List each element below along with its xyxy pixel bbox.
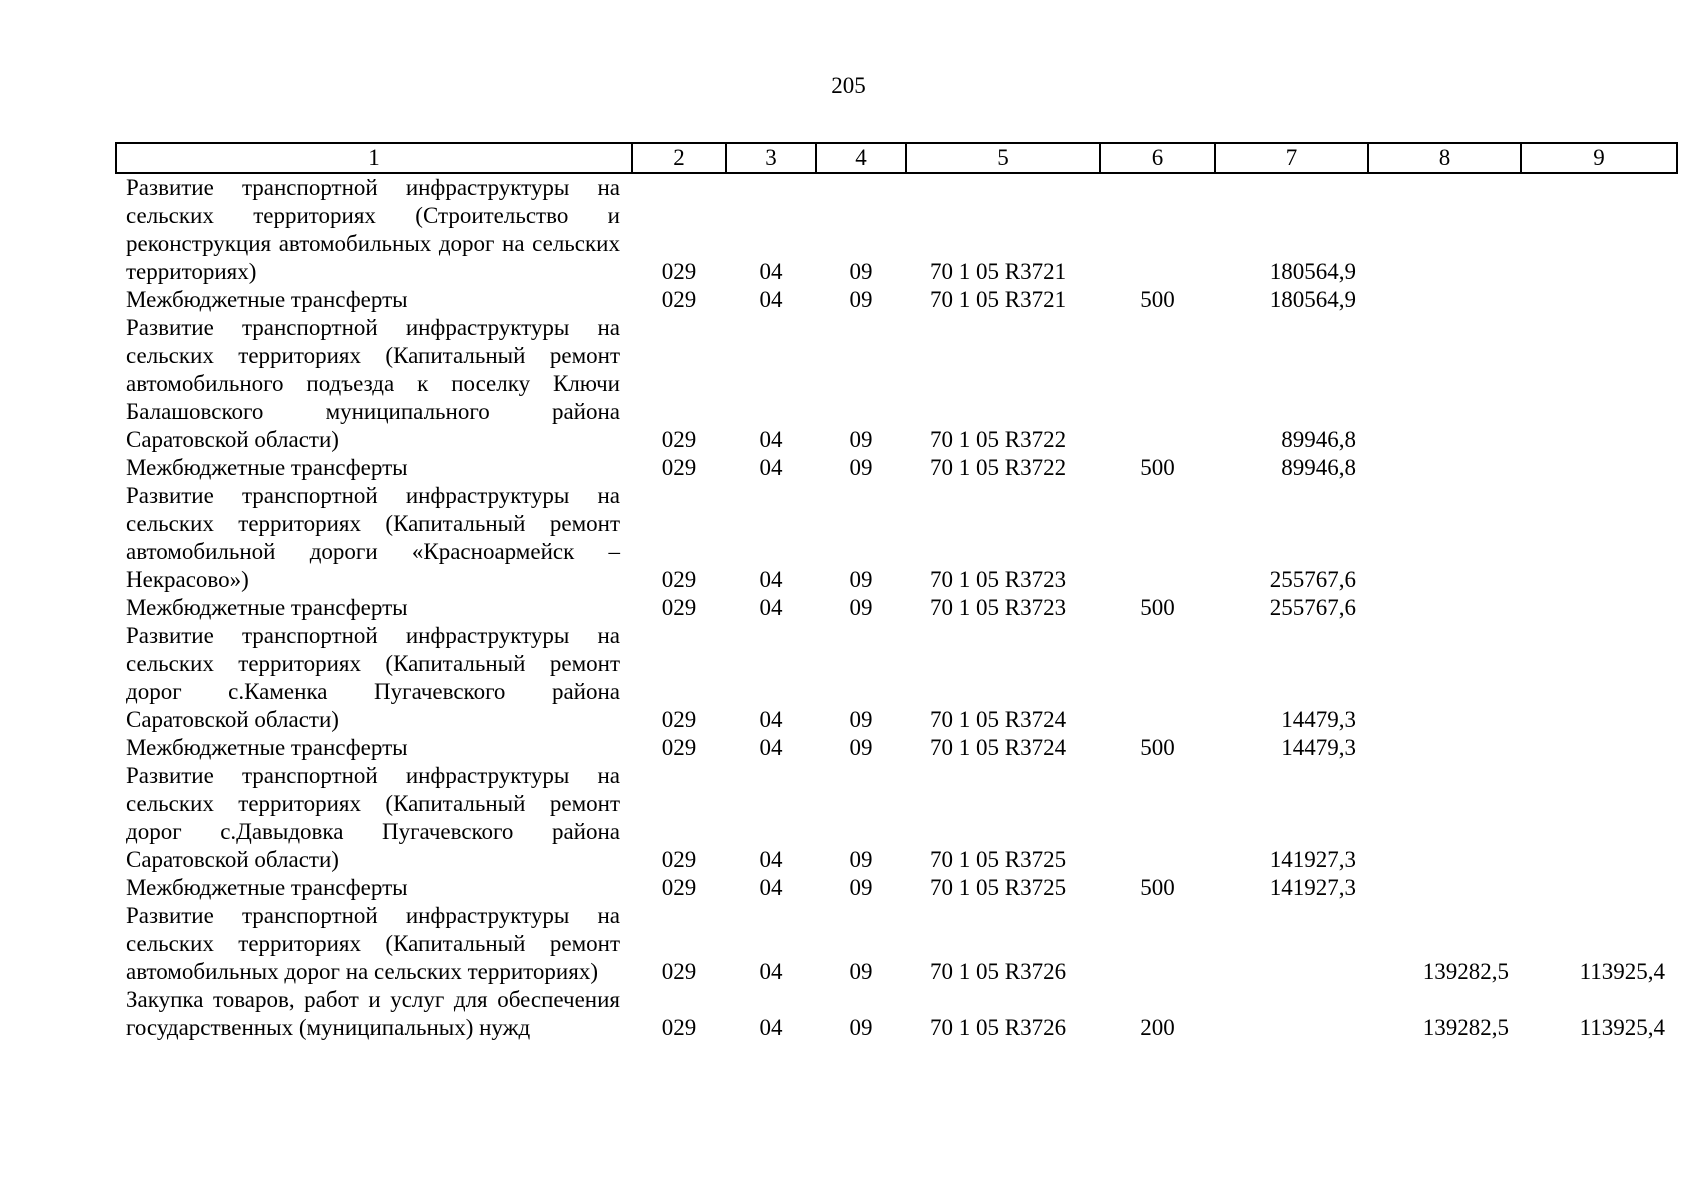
cell-ministry-code: 029 (661, 259, 697, 284)
cell-expense-type (1100, 314, 1215, 454)
cell-section: 04 (759, 735, 783, 760)
cell-amount-col9: 113925,4 (1579, 1015, 1665, 1040)
cell-target-article: 70 1 05 R3725 (930, 847, 1067, 872)
cell-ministry-code: 029 (661, 287, 697, 312)
cell-section: 04 (759, 287, 783, 312)
table-row (116, 734, 1677, 762)
cell-expense-type: 500 (1140, 455, 1175, 480)
cell-expense-type (1100, 622, 1215, 734)
cell-amount-col9 (1521, 482, 1677, 594)
cell-amount-col7: 255767,6 (1269, 567, 1356, 592)
cell-target-article: 70 1 05 R3723 (930, 567, 1067, 592)
cell-target-article: 70 1 05 R3726 (930, 1015, 1067, 1040)
cell-subsection: 09 (849, 259, 873, 284)
cell-amount-col9 (1521, 594, 1677, 622)
cell-ministry-code: 029 (661, 1015, 697, 1040)
cell-amount-col7: 89946,8 (1281, 427, 1356, 452)
table-row (116, 986, 1677, 1042)
cell-subsection: 09 (849, 1015, 873, 1040)
cell-amount-col9: 113925,4 (1579, 959, 1665, 984)
cell-amount-col9 (1521, 622, 1677, 734)
cell-amount-col7: 141927,3 (1269, 847, 1356, 872)
cell-ministry-code: 029 (661, 595, 697, 620)
cell-amount-col7: 255767,6 (1269, 595, 1356, 620)
table-row (116, 594, 1677, 622)
row-name: Развитие транспортной инфраструктуры на сельских территориях (Капитальный ремонт дорог с.Каменка Пугачевского района Саратовской области) (126, 623, 620, 732)
cell-expense-type (1100, 173, 1215, 286)
header-col-6: 6 (1100, 143, 1215, 173)
cell-amount-col9 (1521, 734, 1677, 762)
table-row (116, 173, 1677, 286)
table-row (116, 902, 1677, 986)
row-name: Межбюджетные трансферты (126, 595, 408, 620)
cell-ministry-code: 029 (661, 735, 697, 760)
cell-section: 04 (759, 455, 783, 480)
cell-section: 04 (759, 875, 783, 900)
cell-expense-type (1100, 482, 1215, 594)
cell-target-article: 70 1 05 R3724 (930, 735, 1067, 760)
cell-amount-col8 (1368, 594, 1521, 622)
row-name: Межбюджетные трансферты (126, 735, 408, 760)
cell-ministry-code: 029 (661, 455, 697, 480)
cell-amount-col7 (1215, 902, 1368, 986)
cell-expense-type: 200 (1140, 1015, 1175, 1040)
cell-target-article: 70 1 05 R3726 (930, 959, 1067, 984)
cell-subsection: 09 (849, 735, 873, 760)
cell-target-article: 70 1 05 R3721 (930, 287, 1067, 312)
row-name: Межбюджетные трансферты (126, 455, 408, 480)
cell-amount-col7: 141927,3 (1269, 875, 1356, 900)
cell-amount-col7: 180564,9 (1269, 287, 1356, 312)
cell-expense-type: 500 (1140, 735, 1175, 760)
cell-amount-col8: 139282,5 (1422, 1015, 1509, 1040)
cell-target-article: 70 1 05 R3722 (930, 455, 1067, 480)
header-col-4: 4 (816, 143, 906, 173)
cell-section: 04 (759, 959, 783, 984)
cell-amount-col9 (1521, 314, 1677, 454)
cell-section: 04 (759, 595, 783, 620)
cell-amount-col8 (1368, 173, 1521, 286)
cell-expense-type: 500 (1140, 875, 1175, 900)
cell-amount-col9 (1521, 762, 1677, 874)
table-header (116, 143, 1677, 173)
cell-amount-col9 (1521, 286, 1677, 314)
cell-amount-col7 (1215, 986, 1368, 1042)
cell-target-article: 70 1 05 R3721 (930, 259, 1067, 284)
cell-section: 04 (759, 707, 783, 732)
cell-subsection: 09 (849, 875, 873, 900)
cell-ministry-code: 029 (661, 959, 697, 984)
row-name: Развитие транспортной инфраструктуры на сельских территориях (Строительство и реконструкция автомобильных дорог на сельских территориях) (126, 175, 620, 284)
row-name: Развитие транспортной инфраструктуры на сельских территориях (Капитальный ремонт дорог с.Давыдовка Пугачевского района Саратовской области) (126, 763, 620, 872)
cell-amount-col7: 180564,9 (1269, 259, 1356, 284)
cell-amount-col8: 139282,5 (1422, 959, 1509, 984)
cell-subsection: 09 (849, 455, 873, 480)
cell-section: 04 (759, 567, 783, 592)
cell-amount-col8 (1368, 874, 1521, 902)
cell-subsection: 09 (849, 707, 873, 732)
cell-amount-col8 (1368, 622, 1521, 734)
cell-expense-type: 500 (1140, 287, 1175, 312)
cell-amount-col9 (1521, 454, 1677, 482)
header-col-9: 9 (1521, 143, 1677, 173)
cell-section: 04 (759, 847, 783, 872)
cell-target-article: 70 1 05 R3724 (930, 707, 1067, 732)
cell-section: 04 (759, 427, 783, 452)
budget-table (115, 142, 1678, 1042)
table-row (116, 874, 1677, 902)
cell-amount-col8 (1368, 286, 1521, 314)
cell-subsection: 09 (849, 847, 873, 872)
cell-expense-type (1100, 902, 1215, 986)
table-row (116, 454, 1677, 482)
row-name: Развитие транспортной инфраструктуры на сельских территориях (Капитальный ремонт автомобильной дороги «Красноармейск – Некрасово») (126, 483, 620, 592)
cell-target-article: 70 1 05 R3725 (930, 875, 1067, 900)
cell-subsection: 09 (849, 287, 873, 312)
cell-target-article: 70 1 05 R3722 (930, 427, 1067, 452)
cell-ministry-code: 029 (661, 875, 697, 900)
cell-expense-type (1100, 762, 1215, 874)
cell-section: 04 (759, 1015, 783, 1040)
header-col-3: 3 (726, 143, 816, 173)
row-name: Развитие транспортной инфраструктуры на сельских территориях (Капитальный ремонт автомобильного подъезда к поселку Ключи Балашовского муниципального района Саратовской области) (126, 315, 620, 452)
row-name: Межбюджетные трансферты (126, 875, 408, 900)
header-col-2: 2 (632, 143, 726, 173)
cell-amount-col8 (1368, 454, 1521, 482)
table-row (116, 762, 1677, 874)
header-col-1: 1 (116, 143, 632, 173)
cell-section: 04 (759, 259, 783, 284)
cell-amount-col8 (1368, 314, 1521, 454)
table-body (116, 173, 1677, 1042)
cell-amount-col8 (1368, 482, 1521, 594)
cell-amount-col8 (1368, 734, 1521, 762)
cell-ministry-code: 029 (661, 567, 697, 592)
cell-subsection: 09 (849, 567, 873, 592)
header-row (116, 143, 1677, 173)
cell-ministry-code: 029 (661, 847, 697, 872)
table-row (116, 482, 1677, 594)
cell-subsection: 09 (849, 427, 873, 452)
table-row (116, 622, 1677, 734)
cell-target-article: 70 1 05 R3723 (930, 595, 1067, 620)
cell-expense-type: 500 (1140, 595, 1175, 620)
cell-ministry-code: 029 (661, 707, 697, 732)
row-name: Развитие транспортной инфраструктуры на сельских территориях (Капитальный ремонт автомобильных дорог на сельских территориях) (126, 903, 620, 984)
table-row (116, 314, 1677, 454)
header-col-8: 8 (1368, 143, 1521, 173)
row-name: Межбюджетные трансферты (126, 287, 408, 312)
cell-amount-col9 (1521, 173, 1677, 286)
cell-amount-col7: 89946,8 (1281, 455, 1356, 480)
header-col-5: 5 (906, 143, 1100, 173)
cell-ministry-code: 029 (661, 427, 697, 452)
cell-amount-col7: 14479,3 (1281, 735, 1356, 760)
row-name: Закупка товаров, работ и услуг для обеспечения государственных (муниципальных) нужд (126, 987, 620, 1040)
cell-subsection: 09 (849, 595, 873, 620)
cell-amount-col9 (1521, 874, 1677, 902)
table-row (116, 286, 1677, 314)
cell-amount-col8 (1368, 762, 1521, 874)
header-col-7: 7 (1215, 143, 1368, 173)
cell-subsection: 09 (849, 959, 873, 984)
cell-amount-col7: 14479,3 (1281, 707, 1356, 732)
page-number: 205 (831, 73, 866, 98)
